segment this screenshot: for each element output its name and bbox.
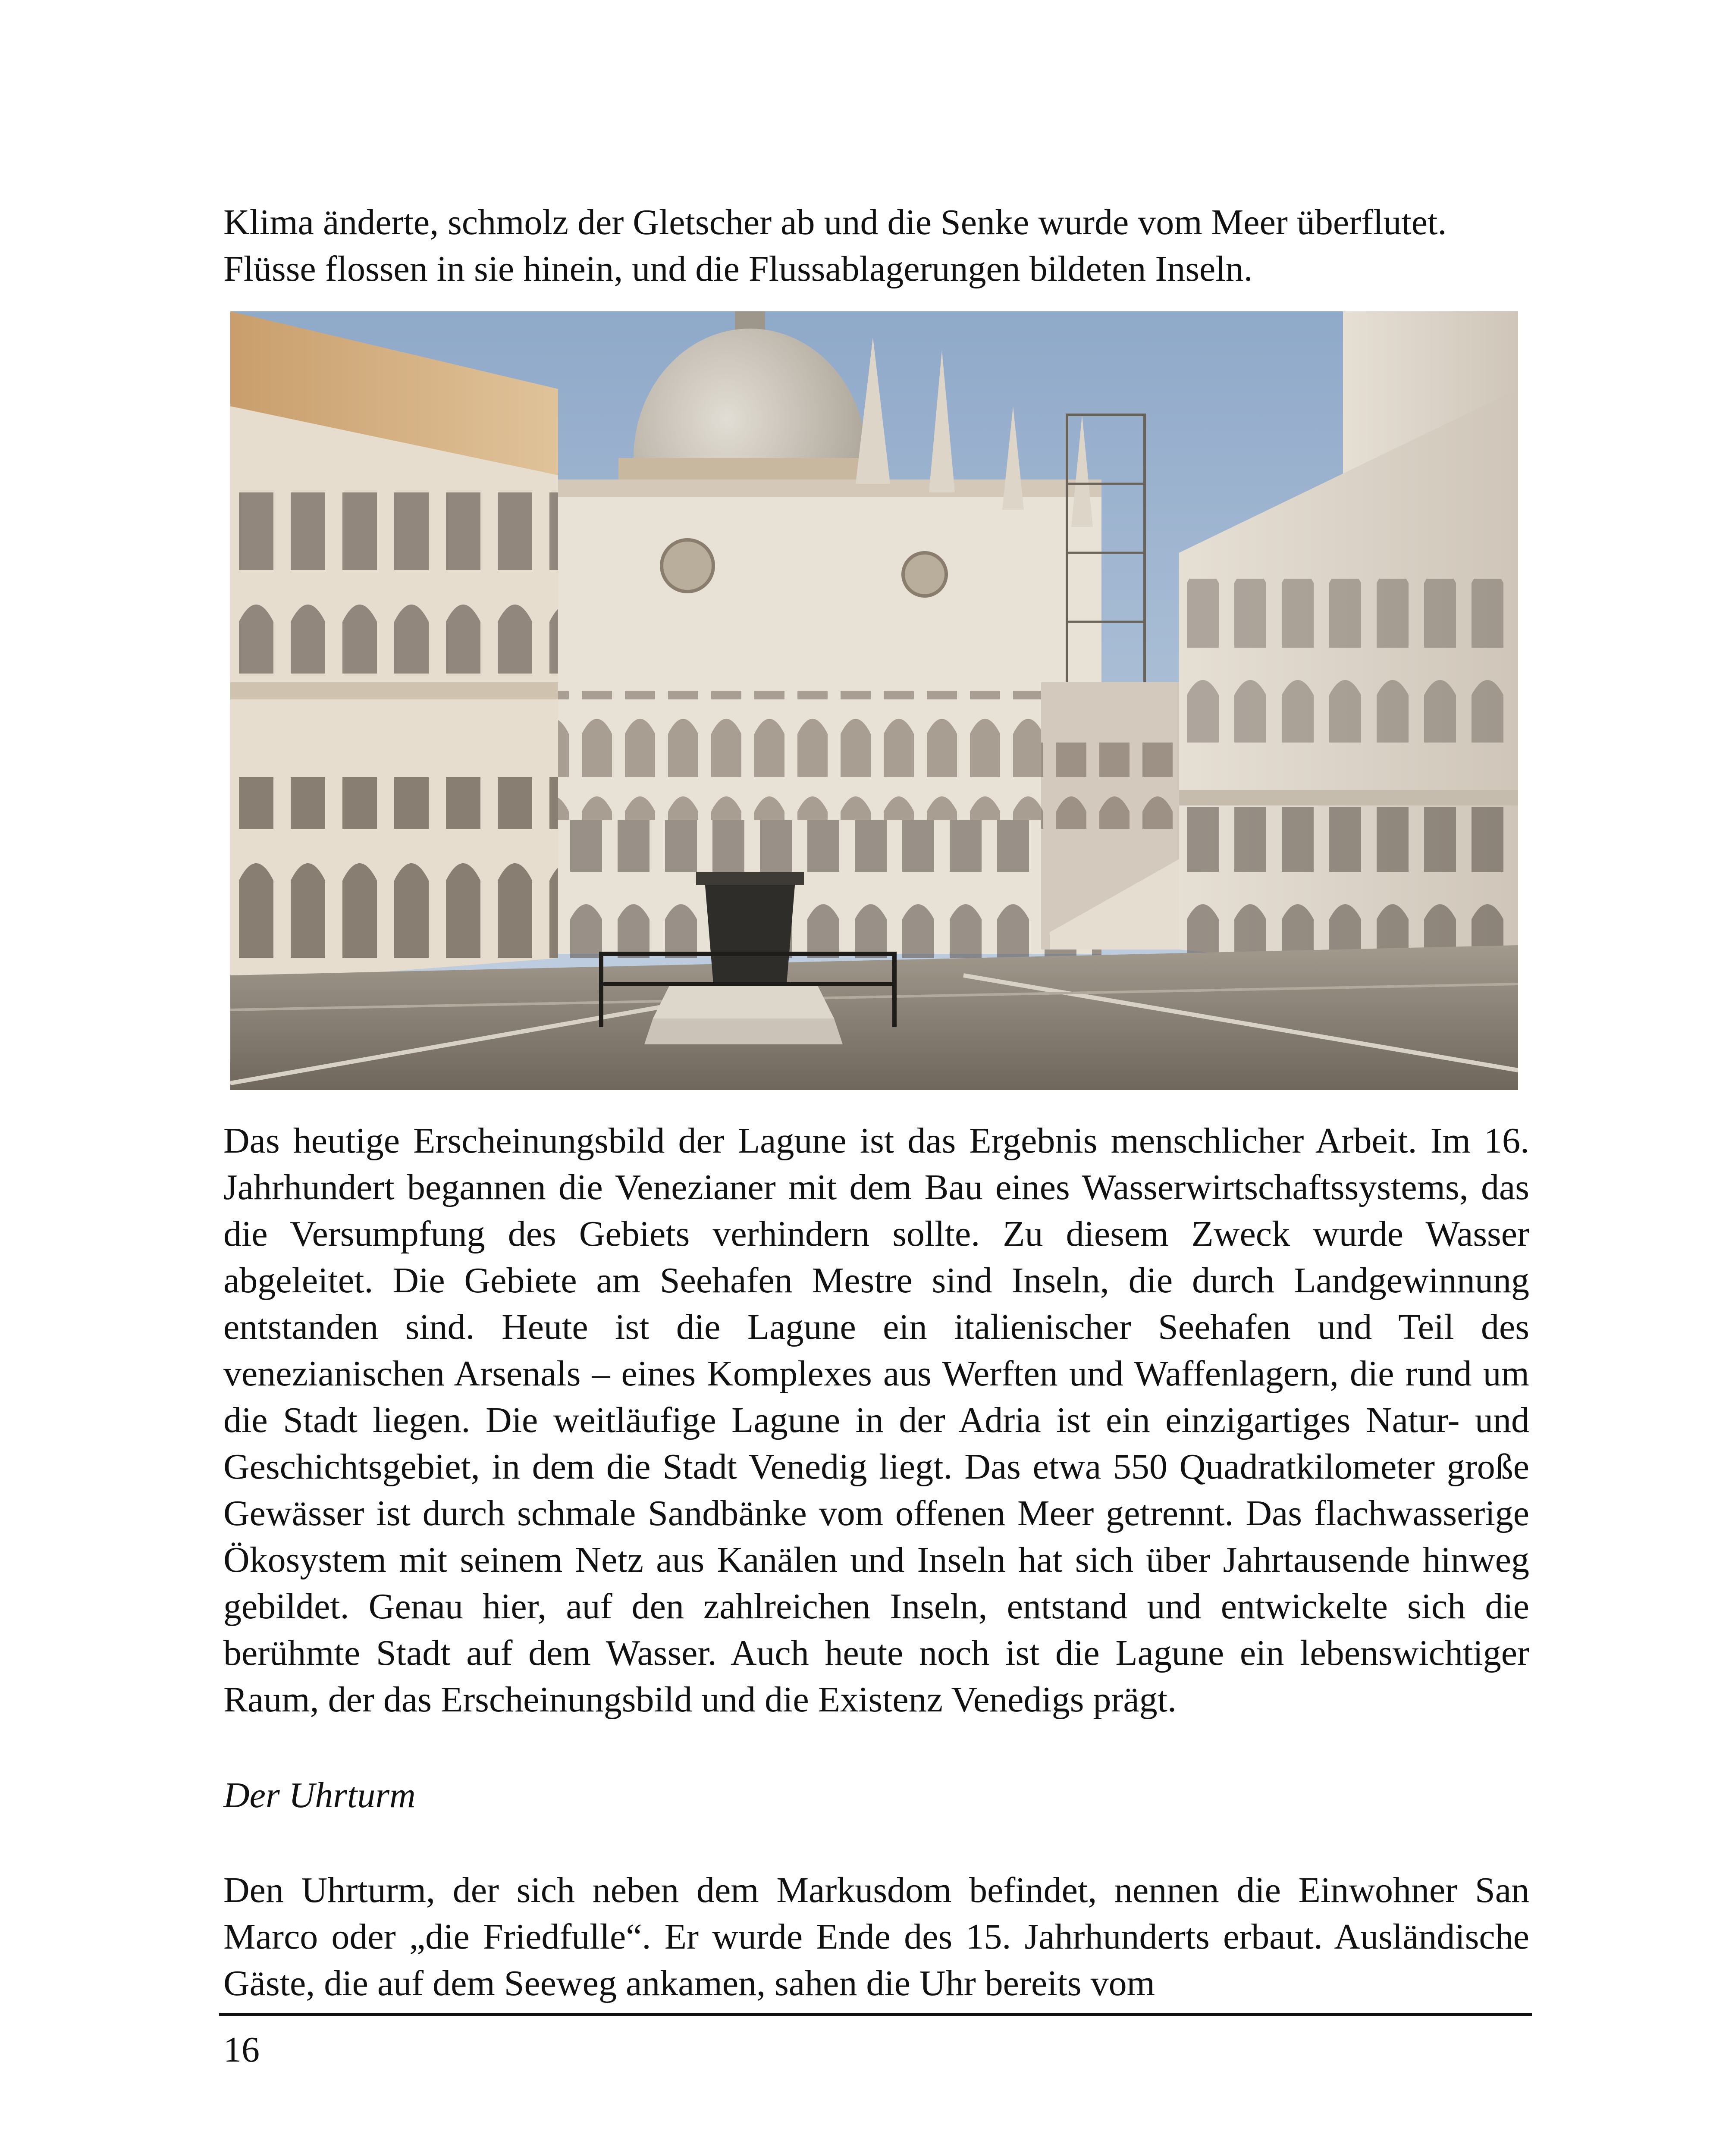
page-number: 16 bbox=[223, 2030, 260, 2070]
courtyard-illustration bbox=[230, 311, 1518, 1090]
footer-rule bbox=[219, 2013, 1532, 2016]
paragraph-end: Den Uhrturm, der sich neben dem Markusdom befindet, nennen die Einwohner San Marco oder „die Friedfulle“. Er wurde Ende des 15. Jahrhunderts erbaut. Ausländische Gäste, die auf dem Seeweg ankamen, sahen die Uhr bereits vom bbox=[223, 1870, 1529, 2003]
courtyard-photo bbox=[230, 311, 1518, 1090]
paragraph-main: Das heutige Erscheinungsbild der Lagune ist das Ergebnis menschlicher Arbeit. Im 16. Jahrhundert begannen die Venezianer mit dem Bau eines Wasserwirtschaftssystems, das die Versumpfung des Gebiets verhindern sollte. Zu diesem Zweck wurde Wasser abgeleitet. Die Gebiete am Seehafen Mestre sind Inseln, die durch Landgewinnung entstanden sind. Heute ist die Lagune ein italienischer Seehafen und Teil des venezianischen Arsenals – eines Komplexes aus Werften und Waffenlagern, die rund um die Stadt liegen. Die weitläufige Lagune in der Adria ist ein einzigartiges Natur- und Geschichtsgebiet, in dem die Stadt Venedig liegt. Das etwa 550 Quadratkilometer große Gewässer ist durch schmale Sandbänke vom offenen Meer getrennt. Das flachwasserige Ökosystem mit seinem Netz aus Kanälen und Inseln hat sich über Jahrtausende hinweg gebildet. Genau hier, auf den zahlreichen Inseln, entstand und entwickelte sich die berühmte Stadt auf dem Wasser. Auch heute noch ist die Lagune ein lebenswichtiger Raum, der das Erscheinungsbild und die Existenz Venedigs prägt. bbox=[223, 1121, 1529, 1720]
left-wing bbox=[230, 311, 558, 984]
paragraph-top: Klima änderte, schmolz der Gletscher ab und die Senke wurde vom Meer überflutet. Flüsse flossen in sie hinein, und die Flussablagerungen bildeten Inseln. bbox=[223, 202, 1447, 289]
section-heading: Der Uhrturm bbox=[223, 1775, 416, 1815]
